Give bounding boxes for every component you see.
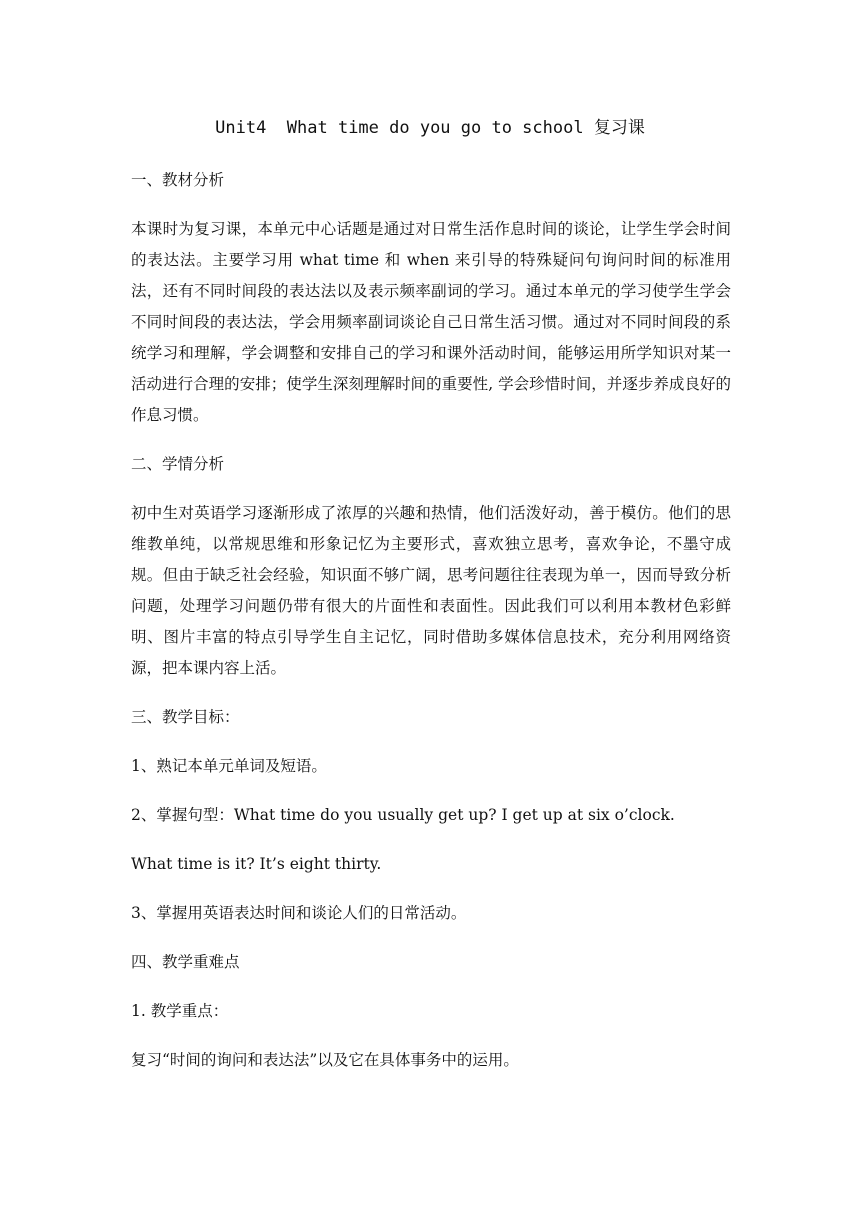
section-heading-student-analysis: 二、学情分析 (131, 455, 225, 473)
section-heading-key-points: 四、教学重难点 (131, 953, 240, 971)
key-point-item: 1. 教学重点： (131, 1002, 229, 1020)
goal-item: 1、熟记本单元单词及短语。 (131, 757, 327, 775)
key-point-item: 复习“时间的询问和表达法”以及它在具体事务中的运用。 (131, 1051, 519, 1069)
goal-item: 3、掌握用英语表达时间和谈论人们的日常活动。 (131, 904, 467, 922)
paragraph-textbook-analysis: 本课时为复习课，本单元中心话题是通过对日常生活作息时间的谈论，让学生学会时间的表达法。主要学习用 what time 和 when 来引导的特殊疑问句询问时间的标准用法，还有不同时间段的表达法以及表示频率副词的学习。通过本单元的学习使学生学会不同时间段的表达法，学会用频率副词谈论自己日常生活习惯。通过对不同时间段的系统学习和理解，学会调整和安排自己的学习和课外活动时间，能够运用所学知识对某一活动进行合理的安排；使学生深刻理解时间的重要性, 学会珍惜时间，并逐步养成良好的作息习惯。 (131, 220, 731, 424)
section-heading-teaching-goals: 三、教学目标： (131, 708, 240, 726)
document-title: Unit4 What time do you go to school 复习课 (215, 118, 645, 138)
paragraph-student-analysis: 初中生对英语学习逐渐形成了浓厚的兴趣和热情，他们活泼好动，善于模仿。他们的思维教单纯，以常规思维和形象记忆为主要形式，喜欢独立思考，喜欢争论，不墨守成规。但由于缺乏社会经验，知识面不够广阔，思考问题往往表现为单一，因而导致分析问题，处理学习问题仍带有很大的片面性和表面性。因此我们可以利用本教材色彩鲜明、图片丰富的特点引导学生自主记忆，同时借助多媒体信息技术，充分利用网络资源，把本课内容上活。 (131, 504, 731, 677)
document-body (131, 165, 731, 1094)
goal-item: What time is it? It’s eight thirty. (131, 855, 382, 873)
goal-item: 2、掌握句型：What time do you usually get up? I get up at six o’clock. (131, 806, 675, 824)
section-heading-textbook-analysis: 一、教材分析 (131, 171, 225, 189)
